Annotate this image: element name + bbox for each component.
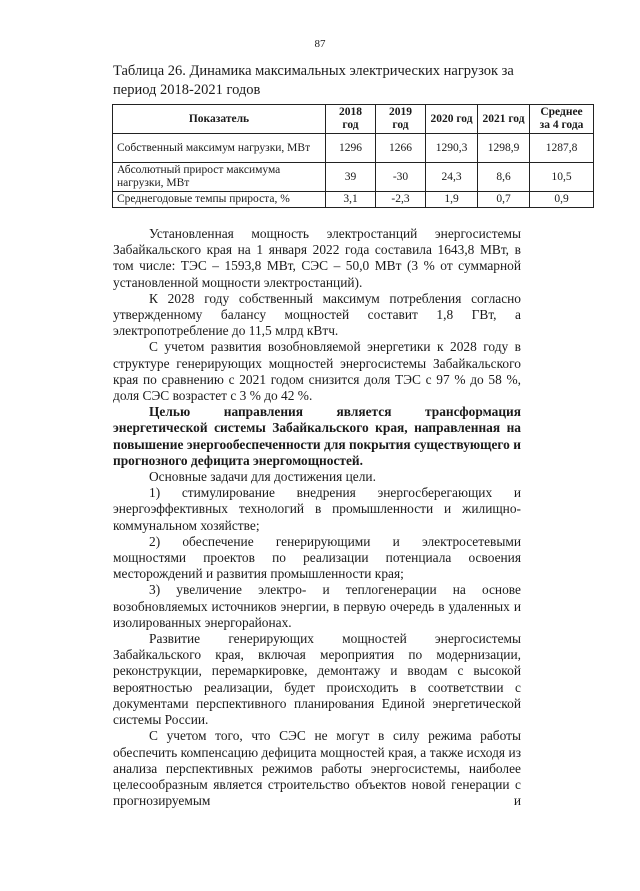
column-header: 2018 год bbox=[326, 105, 376, 134]
table-cell: 8,6 bbox=[478, 163, 530, 192]
paragraph: К 2028 году собственный максимум потребления согласно утвержденному балансу мощностей составит 1,8 ГВт, а электропотребление до 11,5 млрд кВтч. bbox=[113, 290, 521, 339]
table-cell: 3,1 bbox=[326, 192, 376, 208]
table-header-row bbox=[113, 105, 594, 134]
table-caption: Таблица 26. Динамика максимальных электрических нагрузок за период 2018-2021 годов bbox=[113, 63, 514, 98]
table-cell: 0,7 bbox=[478, 192, 530, 208]
body-text bbox=[113, 226, 521, 809]
paragraph: Развитие генерирующих мощностей энергосистемы Забайкальского края, включая мероприятия по модернизации, реконструкции, перемаркировке, демонтажу и вводам с высокой вероятностью реализации, будет происходить в соответствии с документами перспективного планирования Единой энергетической системы России. bbox=[113, 631, 521, 728]
table-cell: 10,5 bbox=[530, 163, 594, 192]
table-cell: 1298,9 bbox=[478, 134, 530, 163]
column-header: 2021 год bbox=[478, 105, 530, 134]
list-item: 2) обеспечение генерирующими и электросетевыми мощностями проектов по реализации потенциала освоения месторождений и развития промышленности края; bbox=[113, 533, 521, 582]
paragraph: Основные задачи для достижения цели. bbox=[149, 469, 376, 485]
row-label: Абсолютный прирост максимума нагрузки, МВт bbox=[113, 163, 326, 192]
table-cell: 0,9 bbox=[530, 192, 594, 208]
table-cell: 1287,8 bbox=[530, 134, 594, 163]
table-cell: 24,3 bbox=[426, 163, 478, 192]
list-item: 3) увеличение электро- и теплогенерации на основе возобновляемых источников энергии, в первую очередь в удаленных и изолированных энергорайонах. bbox=[113, 582, 521, 630]
table-row bbox=[113, 163, 594, 192]
table-cell: 39 bbox=[326, 163, 376, 192]
table-row bbox=[113, 134, 594, 163]
table-cell: -30 bbox=[376, 163, 426, 192]
table-cell: 1290,3 bbox=[426, 134, 478, 163]
load-dynamics-table bbox=[112, 104, 594, 208]
column-header: Показатель bbox=[113, 105, 326, 134]
list-item: 1) стимулирование внедрения энергосберегающих и энергоэффективных технологий в промышленности и жилищно-коммунальном хозяйстве; bbox=[113, 485, 521, 533]
row-label: Собственный максимум нагрузки, МВт bbox=[113, 134, 326, 163]
goal-paragraph: Целью направления является трансформация энергетической системы Забайкальского края, направленная на повышение энергообеспеченности для покрытия существующего и прогнозного дефицита энергомощностей. bbox=[113, 404, 521, 468]
column-header: 2019 год bbox=[376, 105, 426, 134]
paragraph: Установленная мощность электростанций энергосистемы Забайкальского края на 1 января 2022 года составила 1643,8 МВт, в том числе: ТЭС – 1593,8 МВт, СЭС – 50,0 МВт (3 % от суммарной установленной мощности электростанций). bbox=[113, 226, 521, 290]
table-row bbox=[113, 192, 594, 208]
table-cell: 1266 bbox=[376, 134, 426, 163]
table-cell: 1,9 bbox=[426, 192, 478, 208]
paragraph: С учетом развития возобновляемой энергетики к 2028 году в структуре генерирующих мощностей энергосистемы Забайкальского края по сравнению с 2021 годом снизится доля ТЭС с 97 % до 58 %, доля СЭС возрастет с 3 % до 42 %. bbox=[113, 339, 521, 404]
column-header: Среднее за 4 года bbox=[530, 105, 594, 134]
column-header: 2020 год bbox=[426, 105, 478, 134]
page-number: 87 bbox=[314, 38, 326, 50]
paragraph: С учетом того, что СЭС не могут в силу режима работы обеспечить компенсацию дефицита мощностей края, а также исходя из анализа перспективных режимов работы энергосистемы, наиболее целесообразным является строительство объектов новой генерации с прогнозируемым и bbox=[113, 728, 521, 809]
table-cell: -2,3 bbox=[376, 192, 426, 208]
table-cell: 1296 bbox=[326, 134, 376, 163]
row-label: Среднегодовые темпы прироста, % bbox=[113, 192, 326, 208]
